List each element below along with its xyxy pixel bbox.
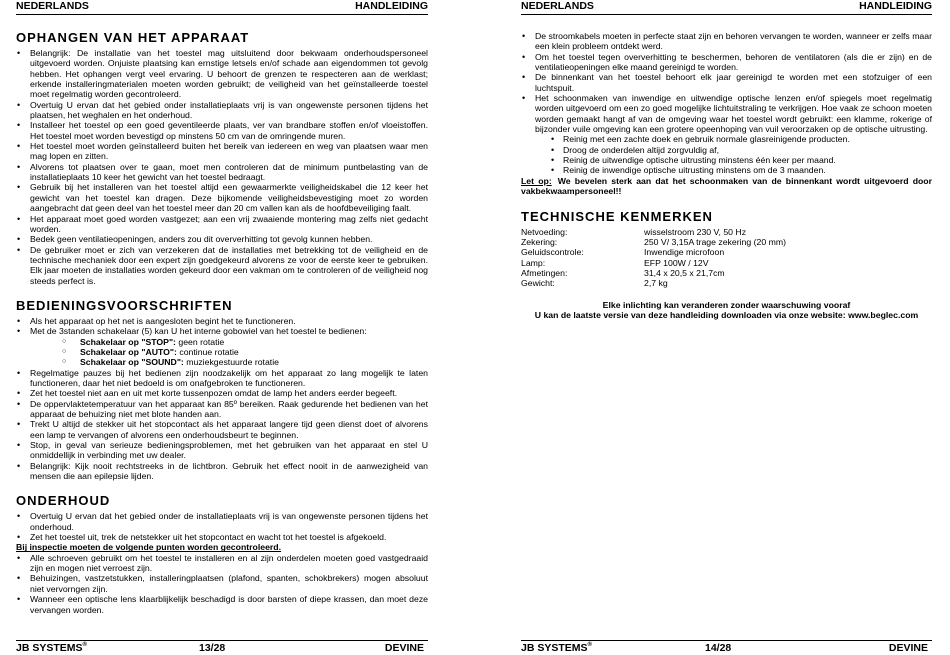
list-item: • Reinig de uitwendige optische uitrusting minstens één keer per maand.	[555, 155, 932, 165]
footer-page-number: 13/28	[199, 642, 226, 654]
list-item: • Overtuig U ervan dat het gebied onder installatieplaats vrij is van ongewenste personen tijdens het plaatsen, het weghalen en het onderhoud.	[16, 100, 428, 121]
switch-mode-label: Schakelaar op "STOP":	[80, 336, 176, 347]
registered-mark: ®	[82, 642, 87, 648]
section-gap	[16, 286, 428, 298]
footer-model: DEVINE	[888, 642, 928, 654]
page-footer	[16, 640, 428, 655]
table-row	[521, 258, 786, 268]
list-item: • Wanneer een optische lens klaarblijkelijk beschadigd is door barsten of diepe krassen, dan moet deze vervangen worden.	[16, 594, 428, 615]
spec-key: Afmetingen:	[521, 267, 568, 278]
spec-key: Gewicht:	[521, 278, 555, 289]
section-title-bediening: BEDIENINGSVOORSCHRIFTEN	[16, 297, 233, 313]
list-item: • Het toestel moet worden geïnstalleerd buiten het bereik van iedereen en weg van plaatsen waar men mag lopen en zitten.	[16, 141, 428, 162]
page-right	[521, 0, 932, 654]
table-row	[521, 278, 786, 288]
section-gap	[16, 481, 428, 493]
list-item: • Belangrijk: Kijk nooit rechtstreeks in de lichtbron. Gebruik het effect nooit in de aanwezigheid van mensen die aan epilepsie lijden.	[16, 461, 428, 482]
switch-mode-label: Schakelaar op "SOUND":	[80, 357, 184, 368]
list-item: • Het apparaat moet goed worden vastgezet; aan een vrij zwaaiende montering mag zelfs niet gedacht worden.	[16, 214, 428, 235]
page-header	[16, 0, 428, 15]
header-title: HANDLEIDING	[355, 0, 428, 12]
section-title-tech: TECHNISCHE KENMERKEN	[521, 208, 713, 224]
footer-model: DEVINE	[384, 642, 424, 654]
list-item: • Zet het toestel uit, trek de netstekker uit het stopcontact en wacht tot het toestel is afgekoeld.	[16, 532, 428, 542]
table-row	[521, 247, 786, 257]
ophangen-list	[16, 48, 428, 286]
spec-value: wisselstroom 230 V, 50 Hz	[644, 226, 747, 237]
switch-mode-label: Schakelaar op "AUTO":	[80, 346, 177, 357]
list-item: • Om het toestel tegen oververhitting te beschermen, behoren de ventilatoren (als die er zijn) en de ventilatieopeningen elke maand gereinigd te worden.	[521, 52, 932, 73]
tech-specs-table	[521, 227, 786, 289]
list-item: • Belangrijk: De installatie van het toestel mag uitsluitend door bekwaam onderhoudspersoneel uitgevoerd worden. Onjuiste plaatsing kan ernstige letsels en/of schade aan eigendommen tot gevolg hebben. Het ophangen vergt veel ervaring. U behoort de grenzen te respecteren aan de werklast; erkende installeringmaterialen moeten worden gebruikt; de veiligheid van het geïnstalleerde toestel moet regelmatig worden gecontroleerd.	[16, 48, 428, 100]
page-left	[16, 0, 428, 654]
list-item: • De stroomkabels moeten in perfecte staat zijn en behoren vervangen te worden, wanneer er zelfs maar een klein probleem ontdekt werd.	[521, 31, 932, 52]
list-item: • Stop, in geval van serieuze bedieningsproblemen, met het gebruiken van het apparaat en stel U onmiddellijk in verbinding met uw dealer.	[16, 440, 428, 461]
list-item: • Als het apparaat op het net is aangesloten begint het te functioneren.	[16, 316, 428, 326]
switch-mode-text: continue rotatie	[179, 346, 239, 357]
spec-key: Netvoeding:	[521, 226, 568, 237]
warning-text: We bevelen sterk aan dat het schoonmaken van de binnenkant wordt uitgevoerd door vakbekwaampersoneel!!	[521, 175, 932, 197]
warning-note	[521, 176, 932, 197]
list-item: • Regelmatige pauzes bij het bedienen zijn noodzakelijk om het apparaat zo lang mogelijk te laten functioneren, daar het niet bedoeld is om onafgebroken te functioneren.	[16, 368, 428, 389]
header-language: NEDERLANDS	[521, 0, 594, 12]
footer-page-number: 14/28	[705, 642, 732, 654]
section-title-ophangen: OPHANGEN VAN HET APPARAAT	[16, 30, 250, 45]
page-header	[521, 0, 932, 15]
list-item: • Trekt U altijd de stekker uit het stopcontact als het apparaat langere tijd geen dienst doet of alvorens een lamp te vervangen of alvorens een onderhoudsbeurt te beginnen.	[16, 419, 428, 440]
list-item: • De gebruiker moet er zich van verzekeren dat de installaties met betrekking tot de veiligheid en de technische mechaniek door een expert zijn goedgekeurd alvorens ze voor de eerste keer te gebruiken. Elk jaar moeten de installaties worden gekeurd door een vakman om te controleren of de veiligheid nog steeds perfect is.	[16, 245, 428, 286]
list-item: • Alvorens tot plaatsen over te gaan, moet men controleren dat de minimum puntbelasting van de installatieplaats 10 keer het gewicht van het toestel bedraagt.	[16, 162, 428, 183]
table-row	[521, 268, 786, 278]
switch-modes-list	[16, 337, 428, 368]
list-item: • Behuizingen, vastzetstukken, installeringplaatsen (plafond, spanten, schokbrekers) mogen absoluut niet vervorngen zijn.	[16, 573, 428, 594]
list-item: • Met de 3standen schakelaar (5) kan U het interne gobowiel van het toestel te bedienen:	[16, 326, 428, 336]
list-item: • Bedek geen ventilatieopeningen, anders zou dit oververhitting tot gevolg kunnen hebben.	[16, 234, 428, 244]
spec-value: 31,4 x 20,5 x 21,7cm	[644, 267, 725, 278]
disclaimer	[521, 300, 932, 321]
spec-value: Inwendige microfoon	[644, 247, 725, 258]
list-item: • Droog de onderdelen altijd zorgvuldig af,	[555, 145, 932, 155]
footer-brand	[521, 641, 592, 655]
list-item: • Alle schroeven gebruikt om het toestel te installeren en al zijn onderdelen moeten goed vastgedraaid zijn en mogen niet verroest zijn.	[16, 553, 428, 574]
list-item: • Overtuig U ervan dat het gebied onder de installatieplaats vrij is van ongewenste personen tijdens het onderhoud.	[16, 511, 428, 532]
download-line: U kan de laatste versie van deze handleiding downloaden via onze website: www.beglec.com	[534, 309, 919, 320]
disclaimer-line: Elke inlichting kan veranderen zonder waarschuwing vooraf	[602, 299, 851, 310]
spec-value: 250 V/ 3,15A trage zekering (20 mm)	[644, 236, 786, 247]
list-item: • Zet het toestel niet aan en uit met korte tussenpozen omdat de lamp het anders eerder begeeft.	[16, 388, 428, 398]
page-content	[16, 30, 428, 615]
list-item: • Reinig met een zachte doek en gebruik normale glasreinigende producten.	[555, 134, 932, 144]
bediening-list	[16, 316, 428, 337]
switch-mode-text: geen rotatie	[178, 336, 225, 347]
section-gap	[521, 197, 932, 209]
spec-key: Zekering:	[521, 236, 558, 247]
footer-brand-text: JB SYSTEMS	[16, 642, 83, 654]
switch-mode-item	[72, 357, 428, 367]
list-item: • De binnenkant van het toestel behoort elk jaar gereinigd te worden met een stofzuiger of een luchtspuit.	[521, 72, 932, 93]
switch-mode-item	[72, 337, 428, 347]
list-item: • Reinig de inwendige optische uitrusting minstens om de 3 maanden.	[555, 165, 932, 175]
table-row	[521, 227, 786, 237]
inspection-list	[16, 553, 428, 615]
page-footer	[521, 640, 932, 655]
spec-key: Lamp:	[521, 257, 546, 268]
list-item: • Installeer het toestel op een goed geventileerde plaats, ver van brandbare stoffen en/of vloeistoffen. Het toestel moet worden bevestigd op minstens 50 cm van de omringende muren.	[16, 120, 428, 141]
section-title-onderhoud: ONDERHOUD	[16, 493, 111, 509]
footer-brand	[16, 641, 87, 655]
bediening-list-2	[16, 368, 428, 482]
header-title: HANDLEIDING	[859, 0, 932, 12]
spec-value: 2,7 kg	[644, 278, 668, 289]
footer-brand-text: JB SYSTEMS	[521, 642, 588, 654]
list-item: • Gebruik bij het installeren van het toestel altijd een gewaarmerkte veiligheidskabel die 12 keer het gewicht van het toestel kan dragen. Deze bijkomende veiligheidsbevestiging moet zo worden aangebracht dat geen deel van het toestel meer dan 20 cm vallen kan als de hoofdbeveiliging faalt.	[16, 182, 428, 213]
table-row	[521, 237, 786, 247]
inspection-heading: Bij inspectie moeten de volgende punten worden gecontroleerd.	[16, 542, 282, 553]
warning-label: Let op:	[521, 175, 552, 186]
page-content	[521, 31, 932, 320]
cleaning-list	[521, 134, 932, 175]
spec-value: EFP 100W / 12V	[644, 257, 709, 268]
switch-mode-item	[72, 347, 428, 357]
list-item: • Het schoonmaken van inwendige en uitwendige optische lenzen en/of spiegels moet regelmatig worden uitgevoerd om een zo goed mogelijke lichtuitstraling te verkrijgen. Hoe vaak ze schoon moeten worden gemaakt hangt af van de omgeving waar het toestel wordt gebruikt: een klamme, rokerige of bijzonder vuile omgeving kan een grotere opeenhoping van vuil veroorzaken op de optische uitrusting.	[521, 93, 932, 134]
header-language: NEDERLANDS	[16, 0, 89, 12]
maintenance-list	[521, 31, 932, 134]
registered-mark: ®	[587, 642, 592, 648]
switch-mode-text: muziekgestuurde rotatie	[186, 357, 279, 368]
spec-key: Geluidscontrole:	[521, 247, 584, 258]
onderhoud-list	[16, 511, 428, 542]
list-item: • De oppervlaktetemperatuur van het apparaat kan 85º bereiken. Raak gedurende het bedienen van het apparaat de behuizing niet met blote handen aan.	[16, 399, 428, 420]
